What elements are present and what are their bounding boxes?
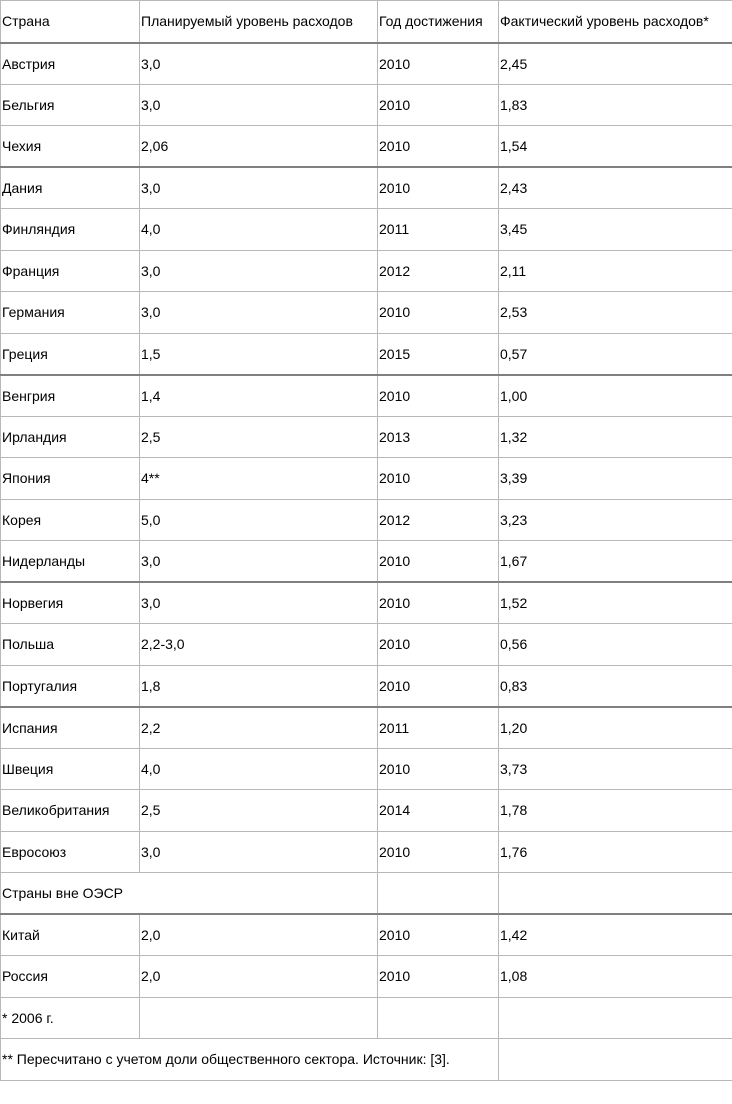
empty-cell bbox=[499, 997, 732, 1039]
table-row bbox=[1, 375, 732, 417]
cell-year: 2010 bbox=[378, 43, 499, 85]
table-row bbox=[1, 84, 732, 126]
cell-actual: 3,45 bbox=[499, 209, 732, 251]
table-row bbox=[1, 624, 732, 666]
cell-country: Нидерланды bbox=[1, 541, 140, 583]
footnote-row bbox=[1, 1039, 732, 1081]
cell-year: 2010 bbox=[378, 748, 499, 790]
table-row bbox=[1, 126, 732, 168]
cell-year: 2010 bbox=[378, 914, 499, 956]
cell-year: 2010 bbox=[378, 956, 499, 998]
table-row bbox=[1, 209, 732, 251]
cell-planned: 4,0 bbox=[140, 748, 378, 790]
table-row bbox=[1, 582, 732, 624]
cell-country: Венгрия bbox=[1, 375, 140, 417]
table-row bbox=[1, 914, 732, 956]
cell-actual: 2,11 bbox=[499, 250, 732, 292]
table-row bbox=[1, 748, 732, 790]
cell-country: Чехия bbox=[1, 126, 140, 168]
non-oecd-label: Страны вне ОЭСР bbox=[1, 873, 378, 915]
cell-actual: 1,08 bbox=[499, 956, 732, 998]
cell-actual: 0,83 bbox=[499, 665, 732, 707]
cell-planned: 2,5 bbox=[140, 790, 378, 832]
cell-planned: 2,2 bbox=[140, 707, 378, 749]
cell-planned: 2,06 bbox=[140, 126, 378, 168]
header-country: Страна bbox=[1, 1, 140, 43]
footnote-row bbox=[1, 997, 732, 1039]
empty-cell bbox=[499, 873, 732, 915]
table-row bbox=[1, 831, 732, 873]
cell-planned: 2,0 bbox=[140, 914, 378, 956]
cell-year: 2015 bbox=[378, 333, 499, 375]
cell-planned: 3,0 bbox=[140, 84, 378, 126]
table-row bbox=[1, 333, 732, 375]
cell-planned: 2,0 bbox=[140, 956, 378, 998]
cell-country: Бельгия bbox=[1, 84, 140, 126]
cell-year: 2012 bbox=[378, 250, 499, 292]
cell-year: 2010 bbox=[378, 582, 499, 624]
cell-country: Дания bbox=[1, 167, 140, 209]
cell-year: 2014 bbox=[378, 790, 499, 832]
cell-planned: 1,8 bbox=[140, 665, 378, 707]
cell-year: 2011 bbox=[378, 707, 499, 749]
cell-country: Корея bbox=[1, 499, 140, 541]
table-row bbox=[1, 790, 732, 832]
footnote-2: ** Пересчитано с учетом доли общественного сектора. Источник: [3]. bbox=[1, 1039, 499, 1081]
cell-country: Франция bbox=[1, 250, 140, 292]
cell-actual: 3,73 bbox=[499, 748, 732, 790]
footnote-1: * 2006 г. bbox=[1, 997, 140, 1039]
cell-planned: 3,0 bbox=[140, 167, 378, 209]
cell-actual: 1,20 bbox=[499, 707, 732, 749]
cell-planned: 3,0 bbox=[140, 831, 378, 873]
cell-planned: 3,0 bbox=[140, 43, 378, 85]
cell-year: 2010 bbox=[378, 167, 499, 209]
cell-planned: 3,0 bbox=[140, 541, 378, 583]
table-row bbox=[1, 167, 732, 209]
table-row bbox=[1, 43, 732, 85]
cell-year: 2010 bbox=[378, 541, 499, 583]
header-actual: Фактический уровень расходов* bbox=[499, 1, 732, 43]
cell-actual: 2,43 bbox=[499, 167, 732, 209]
cell-planned: 2,5 bbox=[140, 416, 378, 458]
table-row bbox=[1, 292, 732, 334]
cell-actual: 2,45 bbox=[499, 43, 732, 85]
cell-country: Польша bbox=[1, 624, 140, 666]
cell-country: Ирландия bbox=[1, 416, 140, 458]
cell-country: Германия bbox=[1, 292, 140, 334]
table-row bbox=[1, 541, 732, 583]
cell-planned: 2,2-3,0 bbox=[140, 624, 378, 666]
cell-actual: 1,83 bbox=[499, 84, 732, 126]
cell-country: Великобритания bbox=[1, 790, 140, 832]
cell-country: Норвегия bbox=[1, 582, 140, 624]
cell-actual: 0,56 bbox=[499, 624, 732, 666]
cell-country: Швеция bbox=[1, 748, 140, 790]
cell-country: Австрия bbox=[1, 43, 140, 85]
cell-actual: 1,67 bbox=[499, 541, 732, 583]
cell-actual: 1,42 bbox=[499, 914, 732, 956]
cell-year: 2010 bbox=[378, 624, 499, 666]
cell-year: 2010 bbox=[378, 84, 499, 126]
table-row bbox=[1, 499, 732, 541]
table-row bbox=[1, 707, 732, 749]
table-row bbox=[1, 956, 732, 998]
cell-planned: 4,0 bbox=[140, 209, 378, 251]
cell-actual: 1,32 bbox=[499, 416, 732, 458]
cell-actual: 1,76 bbox=[499, 831, 732, 873]
cell-year: 2010 bbox=[378, 665, 499, 707]
cell-actual: 2,53 bbox=[499, 292, 732, 334]
table-row bbox=[1, 250, 732, 292]
header-planned: Планируемый уровень расходов bbox=[140, 1, 378, 43]
cell-actual: 0,57 bbox=[499, 333, 732, 375]
cell-country: Испания bbox=[1, 707, 140, 749]
cell-actual: 1,78 bbox=[499, 790, 732, 832]
cell-country: Финляндия bbox=[1, 209, 140, 251]
cell-actual: 1,52 bbox=[499, 582, 732, 624]
cell-country: Япония bbox=[1, 458, 140, 500]
table-row bbox=[1, 416, 732, 458]
table-row bbox=[1, 665, 732, 707]
cell-planned: 3,0 bbox=[140, 292, 378, 334]
cell-year: 2011 bbox=[378, 209, 499, 251]
cell-actual: 1,00 bbox=[499, 375, 732, 417]
cell-year: 2010 bbox=[378, 831, 499, 873]
cell-planned: 5,0 bbox=[140, 499, 378, 541]
cell-year: 2012 bbox=[378, 499, 499, 541]
cell-year: 2010 bbox=[378, 126, 499, 168]
cell-actual: 3,23 bbox=[499, 499, 732, 541]
cell-year: 2013 bbox=[378, 416, 499, 458]
table-header-row bbox=[1, 1, 732, 43]
cell-year: 2010 bbox=[378, 375, 499, 417]
cell-planned: 4** bbox=[140, 458, 378, 500]
cell-country: Португалия bbox=[1, 665, 140, 707]
cell-planned: 1,4 bbox=[140, 375, 378, 417]
cell-country: Россия bbox=[1, 956, 140, 998]
cell-actual: 3,39 bbox=[499, 458, 732, 500]
cell-year: 2010 bbox=[378, 458, 499, 500]
cell-planned: 1,5 bbox=[140, 333, 378, 375]
table-row bbox=[1, 458, 732, 500]
header-year: Год достижения bbox=[378, 1, 499, 43]
empty-cell bbox=[378, 997, 499, 1039]
cell-country: Греция bbox=[1, 333, 140, 375]
non-oecd-section-row bbox=[1, 873, 732, 915]
cell-planned: 3,0 bbox=[140, 582, 378, 624]
empty-cell bbox=[378, 873, 499, 915]
cell-country: Евросоюз bbox=[1, 831, 140, 873]
cell-year: 2010 bbox=[378, 292, 499, 334]
empty-cell bbox=[140, 997, 378, 1039]
cell-planned: 3,0 bbox=[140, 250, 378, 292]
cell-actual: 1,54 bbox=[499, 126, 732, 168]
empty-cell bbox=[499, 1039, 732, 1081]
cell-country: Китай bbox=[1, 914, 140, 956]
